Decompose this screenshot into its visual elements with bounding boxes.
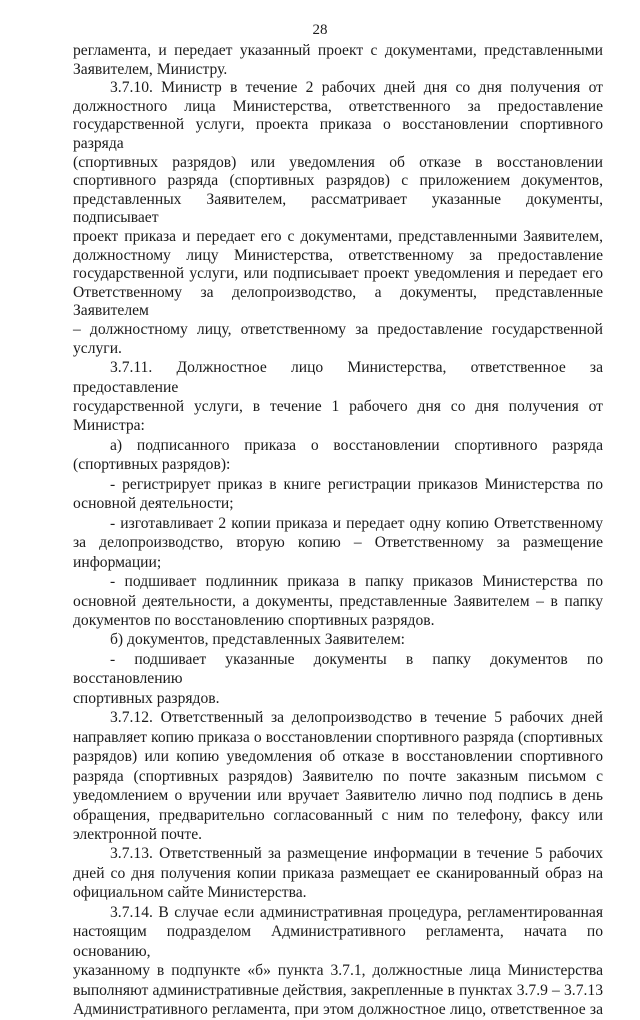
text-line: 3.7.14. В случае если административная процедура, регламентированная <box>110 903 603 921</box>
text-line: разряда (спортивных разрядов) Заявителю по почте заказным письмом с <box>73 767 603 785</box>
text-line: 3.7.12. Ответственный за делопроизводство в течение 5 рабочих дней <box>110 709 603 727</box>
text-line: услуги. <box>73 339 122 357</box>
text-line: электронной почте. <box>73 825 203 843</box>
text-line: (спортивных разрядов): <box>73 456 231 474</box>
text-line: государственной услуги, в течение 1 рабочего дня со дня получения от <box>73 398 603 415</box>
text-line: должностному лицу Министерства, ответственному за предоставление <box>73 246 603 264</box>
text-line: регламента, и передает указанный проект с документами, представленными <box>73 42 603 59</box>
text-line: дней со дня получения копии приказа размещает ее сканированный образ на <box>73 864 603 882</box>
text-line: разрядов) или копию уведомления об отказе в восстановлении спортивного <box>73 748 603 766</box>
text-line: - изготавливает 2 копии приказа и передает одну копию Ответственному <box>110 514 603 532</box>
text-line: - подшивает указанные документы в папку документов по восстановлению <box>73 650 603 688</box>
text-line: Административного регламента, при этом должностное лицо, ответственное за <box>73 1001 603 1019</box>
text-line: направляет копию приказа о восстановлении спортивного разряда (спортивных <box>73 728 603 746</box>
text-line: – должностному лицу, ответственному за предоставление государственной <box>73 320 603 338</box>
text-line: спортивных разрядов. <box>73 689 220 707</box>
text-line: 3.7.10. Министр в течение 2 рабочих дней дня со дня получения от <box>110 79 603 97</box>
text-line: основной деятельности; <box>73 495 234 513</box>
text-line: обращения, предварительно согласованный с ним по телефону, факсу или <box>73 806 603 824</box>
text-line: представленных Заявителем, рассматривает указанные документы, подписывает <box>73 190 603 227</box>
page-number: 28 <box>312 22 328 38</box>
text-line: б) документов, представленных Заявителем: <box>110 631 406 649</box>
text-line: Ответственному за делопроизводство, а документы, представленные Заявителем <box>73 283 603 320</box>
document-body <box>73 42 603 1020</box>
text-line: (спортивных разрядов) или уведомления об отказе в восстановлении <box>73 153 603 171</box>
text-line: государственной услуги, или подписывает проект уведомления и передает его <box>73 265 603 283</box>
text-line: 3.7.11. Должностное лицо Министерства, ответственное за предоставление <box>73 359 603 396</box>
text-line: указанному в подпункте «б» пункта 3.7.1, должностные лица Министерства <box>73 962 603 980</box>
text-line: проект приказа и передает его с документами, представленными Заявителем, <box>73 227 603 245</box>
text-line: а) подписанного приказа о восстановлении спортивного разряда <box>110 436 603 454</box>
text-line: за делопроизводство, вторую копию – Ответственному за размещение <box>73 534 603 552</box>
text-line: 3.7.13. Ответственный за размещение информации в течение 5 рабочих <box>110 845 603 863</box>
text-line: Министра: <box>73 417 145 435</box>
text-line: информации; <box>73 553 162 571</box>
text-line: Заявителем, Министру. <box>73 60 228 78</box>
text-line: уведомлением о вручении или вручает Заявителю лично под подпись в день <box>73 787 603 805</box>
text-line: спортивного разряда (спортивных разрядов) с приложением документов, <box>73 172 603 190</box>
text-line: - подшивает подлинник приказа в папку приказов Министерства по <box>110 573 603 591</box>
text-line: - регистрирует приказ в книге регистрации приказов Министерства по <box>110 475 603 493</box>
text-line: выполняют административные действия, закрепленные в пунктах 3.7.9 – 3.7.13 <box>73 981 603 999</box>
text-line: государственной услуги, проекта приказа о восстановлении спортивного разряда <box>73 116 603 152</box>
text-line: должностного лица Министерства, ответственного за предоставление <box>73 97 603 115</box>
text-line: основной деятельности, а документы, представленные Заявителем – в папку <box>73 592 603 610</box>
text-line: настоящим подразделом Административного регламента, начата по основанию, <box>73 923 603 960</box>
text-line: официальном сайте Министерства. <box>73 884 307 902</box>
text-line: документов по восстановлению спортивных разрядов. <box>73 611 435 629</box>
